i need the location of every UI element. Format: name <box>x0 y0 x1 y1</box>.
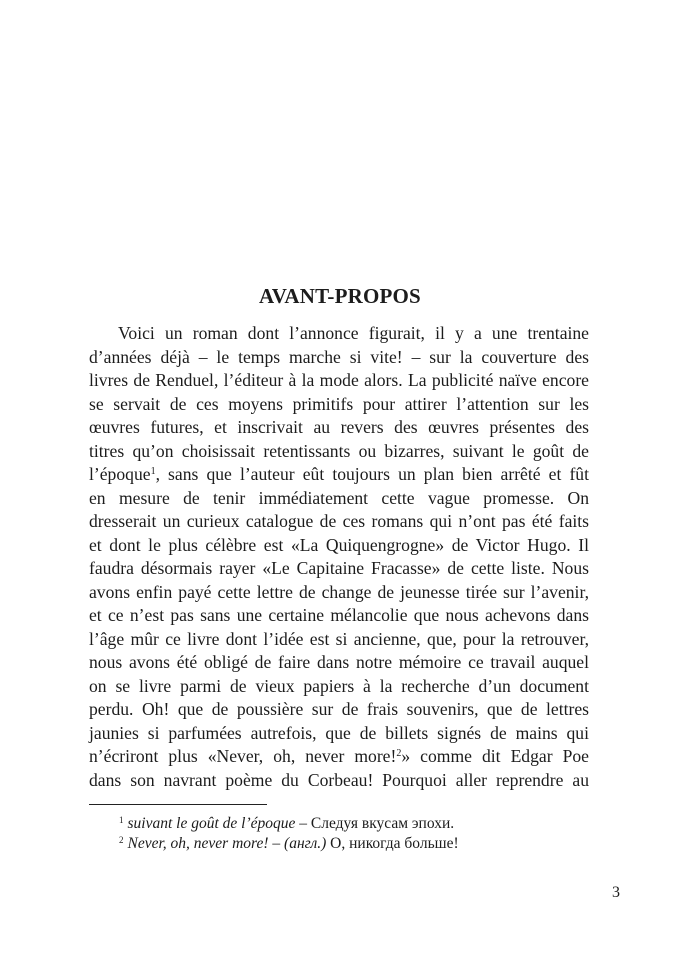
text-line: Voici un roman dont l’annonce figurait, il y a une trentaine <box>118 323 589 343</box>
footnote-ref: 2 <box>396 748 402 759</box>
text-line: jaunies si parfumées autrefois, que de billets signés de mains qui <box>89 722 589 743</box>
footnote-1 <box>119 814 589 834</box>
footnote-number: 2 <box>119 835 124 845</box>
text-line: et dont le plus célèbre est «La Quiquengrogne» de Victor Hugo. Il <box>89 534 589 555</box>
text-line <box>89 463 589 487</box>
text-line: dresserait un curieux catalogue de ces romans qui n’ont pas été faits <box>89 511 589 531</box>
text-line: faudra désormais rayer «Le Capitaine Fracasse» de cette liste. Nous <box>89 558 589 578</box>
text-line: titres qu’on choisissait retentissants ou bizarres, suivant le goût de <box>89 440 589 461</box>
footnote-term: suivant le goût de l’époque <box>127 815 296 832</box>
text-segment: l’époque <box>89 464 151 484</box>
text-line: nous avons été obligé de faire dans notre mémoire ce travail auquel <box>89 652 589 672</box>
footnote-number: 1 <box>119 815 124 825</box>
text-line: on se livre parmi de vieux papiers à la recherche d’un document <box>89 675 589 696</box>
text-line: livres de Renduel, l’éditeur à la mode alors. La publicité naïve encore <box>89 370 589 390</box>
text-line: dans son navrant poème du Corbeau! Pourquoi aller reprendre au <box>89 769 589 790</box>
footnote-term: Never, oh, never more! – (англ.) <box>127 835 327 852</box>
text-line: perdu. Oh! que de poussière sur de frais souvenirs, que de lettres <box>89 699 589 719</box>
text-line <box>89 745 589 769</box>
text-segment: , sans que l’auteur eût toujours un plan bien arrêté et fût <box>155 464 589 484</box>
page-number: 3 <box>612 884 620 901</box>
footnote-translation: – Следуя вкусам эпохи. <box>295 815 455 832</box>
page-title: AVANT-PROPOS <box>259 284 421 308</box>
text-segment: n’écriront plus «Never, oh, never more! <box>89 746 397 766</box>
text-line: œuvres futures, et inscrivait au revers des œuvres présentes des <box>89 417 589 437</box>
footnote-translation: О, никогда больше! <box>326 835 459 852</box>
footnotes <box>119 814 589 854</box>
footnote-divider <box>89 804 267 805</box>
text-line: d’années déjà – le temps marche si vite! – sur la couverture des <box>89 346 589 367</box>
text-line: avons enfin payé cette lettre de change de jeunesse tirée sur l’avenir, <box>89 581 589 602</box>
text-segment: » comme dit Edgar Poe <box>401 746 589 766</box>
footnote-ref: 1 <box>150 466 156 477</box>
text-line: se servait de ces moyens primitifs pour attirer l’attention sur les <box>89 393 589 414</box>
footnote-2 <box>119 834 589 854</box>
text-line: et ce n’est pas sans une certaine mélancolie que nous achevons dans <box>89 605 589 625</box>
text-line: en mesure de tenir immédiatement cette vague promesse. On <box>89 487 589 508</box>
body-text <box>89 322 589 792</box>
text-line: l’âge mûr ce livre dont l’idée est si ancienne, que, pour la retrouver, <box>89 628 589 649</box>
